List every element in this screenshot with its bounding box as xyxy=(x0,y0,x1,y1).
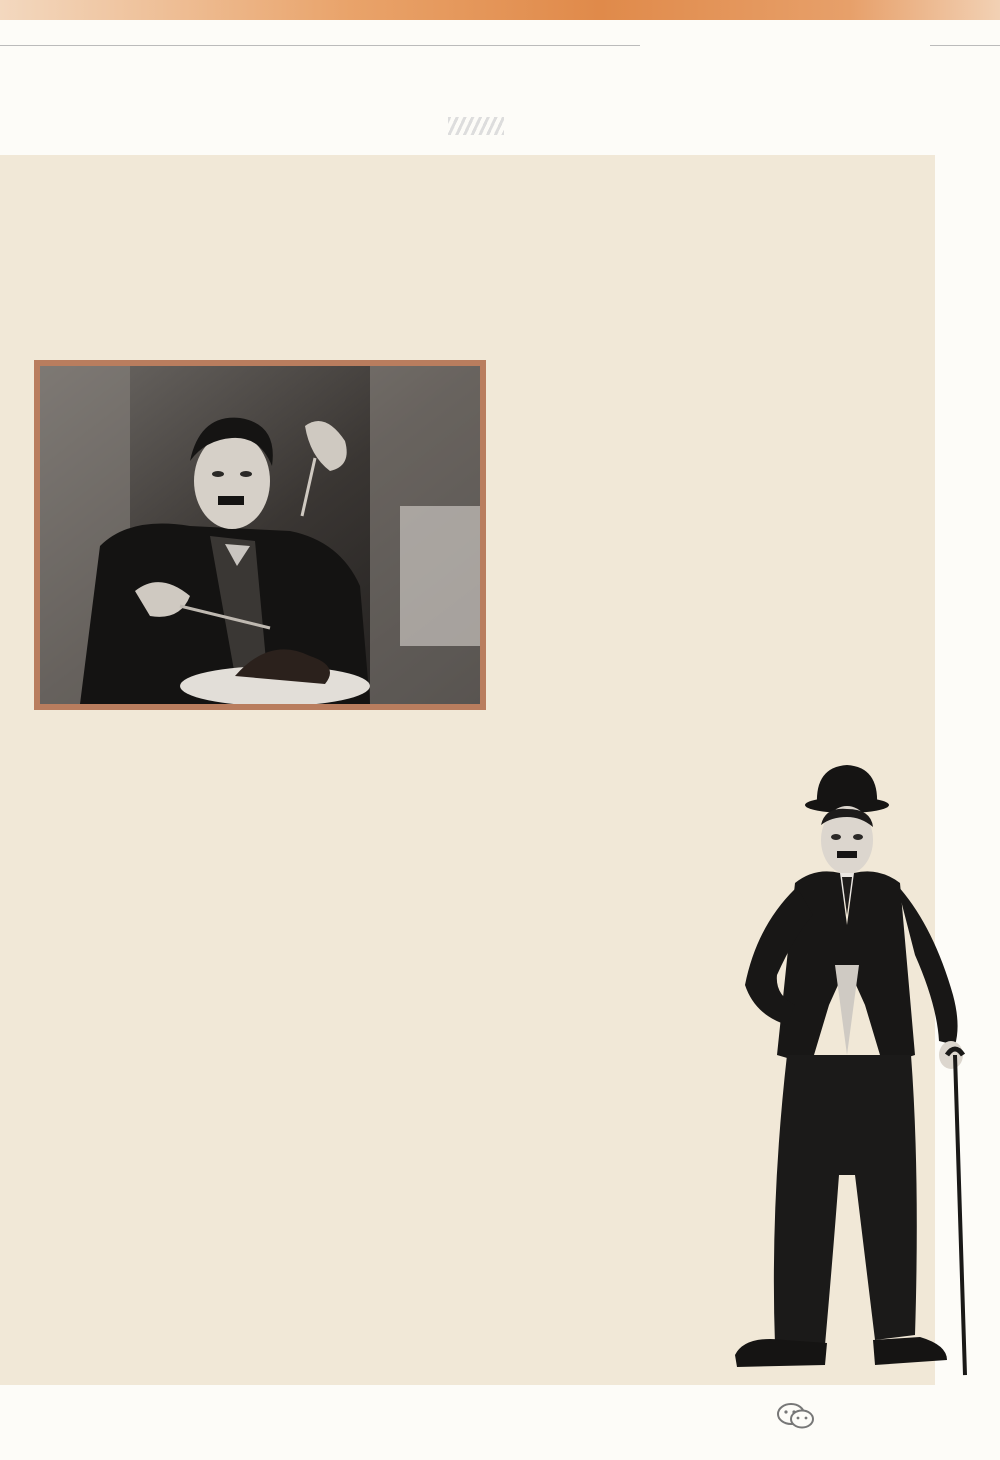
chaplin-dinner-photo xyxy=(34,360,486,710)
chaplin-dinner-illustration xyxy=(40,366,480,704)
top-color-bar xyxy=(0,0,1000,20)
section-title-stripes xyxy=(448,117,504,135)
wechat-icon xyxy=(776,1402,816,1430)
header-rule-left xyxy=(0,45,640,46)
little-tramp-figure xyxy=(715,755,980,1385)
header-rule-right xyxy=(930,45,1000,46)
